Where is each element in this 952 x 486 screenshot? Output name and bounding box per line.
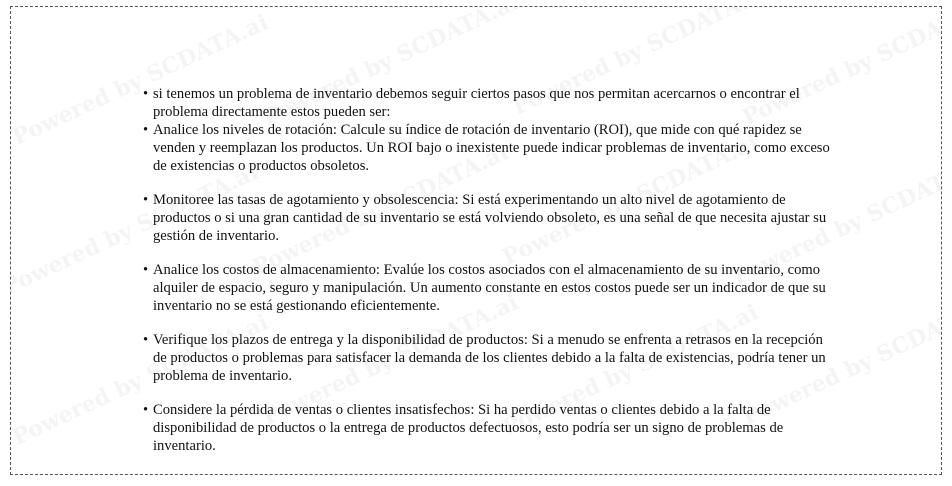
bullet-list (143, 85, 833, 471)
bullet-icon: • (143, 86, 149, 102)
list-item (143, 261, 833, 315)
bullet-icon: • (143, 402, 149, 418)
bullet-icon: • (143, 262, 149, 278)
list-item-text: Considere la pérdida de ventas o clientes insatisfechos: Si ha perdido ventas o clientes debido a la falta de disponibilidad de productos o la entrega de productos defectuosos, esto podría ser un signo de problemas de inventario. (153, 402, 784, 454)
list-item (143, 331, 833, 385)
document-frame (10, 6, 942, 475)
bullet-icon: • (143, 122, 149, 138)
list-item-text: si tenemos un problema de inventario debemos seguir ciertos pasos que nos permitan acercarnos o encontrar el problema directamente estos pueden ser: (153, 86, 800, 120)
list-item-text: Monitoree las tasas de agotamiento y obsolescencia: Si está experimentando un alto nivel de agotamiento de productos o si una gran cantidad de su inventario se está volviendo obsoleto, es una señal de que necesita ajustar su gestión de inventario. (153, 192, 827, 244)
list-item (143, 401, 833, 455)
list-item-text: Analice los costos de almacenamiento: Evalúe los costos asociados con el almacenamiento de su inventario, como alquiler de espacio, seguro y manipulación. Un aumento constante en estos costos puede ser un indicador de que su inventario no se está gestionando eficientemente. (153, 262, 826, 314)
bullet-icon: • (143, 192, 149, 208)
list-item-text: Verifique los plazos de entrega y la disponibilidad de productos: Si a menudo se enfrenta a retrasos en la recepción de productos o problemas para satisfacer la demanda de los clientes debido a la falta de existencias, podría tener un problema de inventario. (153, 332, 826, 384)
list-item (143, 191, 833, 245)
list-item (143, 121, 833, 175)
list-item (143, 85, 833, 121)
bullet-icon: • (143, 332, 149, 348)
list-item-text: Analice los niveles de rotación: Calcule su índice de rotación de inventario (ROI), que mide con qué rapidez se venden y reemplazan los productos. Un ROI bajo o inexistente puede indicar problemas de inventario, como exceso de existencias o productos obsoletos. (153, 122, 830, 174)
